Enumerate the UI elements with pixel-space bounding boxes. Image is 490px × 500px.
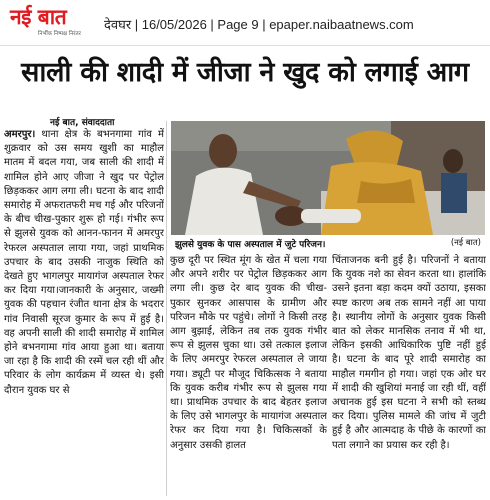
newspaper-logo[interactable] bbox=[10, 5, 92, 39]
article-column-1 bbox=[4, 128, 164, 496]
dateline-place: अमरपुर। bbox=[4, 129, 36, 140]
photo-caption-bar bbox=[171, 235, 485, 250]
epaper-header bbox=[0, 0, 490, 46]
article-dateline: नई बात, संवाददाता bbox=[50, 118, 115, 128]
logo-wordmark: नई बात bbox=[10, 4, 67, 29]
logo-tagline: निर्भीक निष्पक्ष निरंतर bbox=[38, 31, 81, 37]
news-photo[interactable] bbox=[171, 121, 485, 235]
article-headline: साली की शादी में जीजा ने खुद को लगाई आग bbox=[21, 57, 469, 88]
photo-caption: झुलसे युवक के पास अस्पताल में जुटे परिजन। bbox=[175, 240, 326, 250]
column-3-text: चिंताजनक बनी हुई है। परिजनों ने बताया कि युवक नशे का सेवन करता था। हालांकि उसने इतना बड़ा कदम क्यों उठाया, इसका स्पष्ट कारण अब तक सामने नहीं आ पाया है। स्थानीय लोगों के अनुसार युवक किसी बात को लेकर मानसिक तनाव में भी था, लेकिन इसकी आधिकारिक पुष्टि नहीं हुई है। घटना के बाद पूरे शादी समारोह का माहौल गमगीन हो गया। जहां एक ओर घर में शादी की खुशियां मनाई जा रही थीं, वहीं अचानक हुई इस घटना ने सभी को स्तब्ध कर दिया। पुलिस मामले की जांच में जुटी हुई है और आत्मदाह के पीछे के कारणों का पता लगाने का प्रयास कर रही है। bbox=[332, 255, 486, 451]
hospital-scene-image bbox=[171, 121, 485, 235]
edition-meta: देवघर | 16/05/2026 | Page 9 | epaper.naibaatnews.com bbox=[104, 17, 414, 32]
column-1-text: थाना क्षेत्र के बभनगामा गांव में शुक्रवार को उस समय खुशी का माहौल मातम में बदल गया, जब साली की शादी में शामिल होने आए जीजा ने खुद पर पेट्रोल छिड़ककर आग लगा ली। घटना के बाद शादी समारोह में अफरातफरी मच गई और परिजनों के बीच चीख-पुकार शुरू हो गई। गंभीर रूप से झुलसे युवक को आनन-फानन में अमरपुर रेफरल अस्पताल लाया गया, जहां प्राथमिक उपचार के बाद उसकी नाजुक स्थिति को देखते हुए भागलपुर मायागंज अस्पताल रेफर कर दिया गया।जानकारी के अनुसार, जख्मी युवक की पहचान रंजीत थाना क्षेत्र के भदरार गांव निवासी सूरज कुमार के रूप में हुई है। वह अपनी साली की शादी समारोह में शामिल होने बभनगामा गांव आया हुआ था। बताया जा रहा है कि शादी की रस्में चल रही थीं और परिवार के लोग कार्यक्रम में व्यस्त थे। इसी दौरान युवक घर से bbox=[4, 129, 164, 396]
article-column-3 bbox=[332, 254, 486, 496]
column-divider bbox=[166, 121, 167, 496]
column-2-text: कुछ दूरी पर स्थित मूंग के खेत में चला गया और अपने शरीर पर पेट्रोल छिड़ककर आग लगा ली। कुछ देर बाद युवक की चीख-पुकार सुनकर आसपास के ग्रामीण और परिजन मौके पर पहुंचे। लोगों ने किसी तरह आग बुझाई, लेकिन तब तक युवक गंभीर रूप से झुलस चुका था। उसे तत्काल इलाज के लिए अमरपुर रेफरल अस्पताल ले जाया गया। ड्यूटी पर मौजूद चिकित्सक ने बताया कि युवक करीब गंभीर रूप से झुलस गया था। प्राथमिक उपचार के बाद बेहतर इलाज के लिए उसे भागलपुर के मायागंज अस्पताल रेफर कर दिया गया है। चिकित्सकों के अनुसार उसकी हालत bbox=[170, 255, 327, 451]
article-column-2 bbox=[170, 254, 327, 496]
photo-credit: (नई बात) bbox=[450, 238, 481, 248]
